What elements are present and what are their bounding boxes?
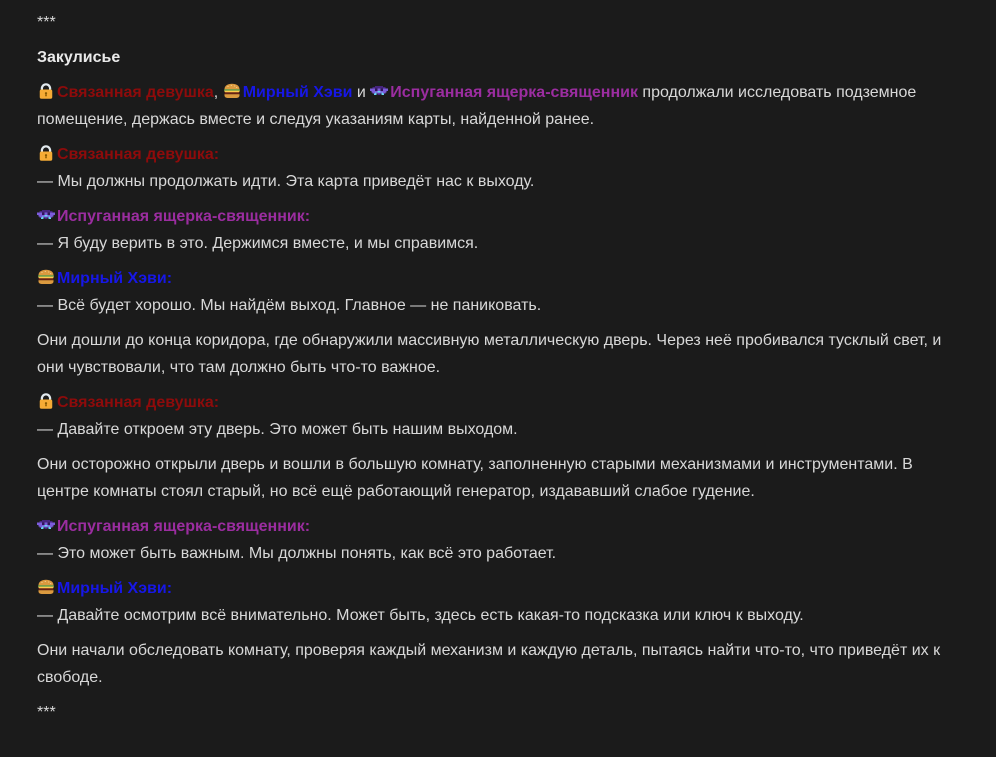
speech-block: [37, 265, 958, 319]
intro-text: и: [352, 84, 371, 101]
speech-block: [37, 575, 958, 629]
dialogue-line: — Давайте осмотрим всё внимательно. Может быть, здесь есть какая-то подсказка или ключ к выходу.: [37, 607, 804, 624]
character-name-heavy: Мирный Хэви: [242, 84, 353, 101]
speaker-name: Связанная девушка:: [57, 394, 220, 411]
intro-text: продолжали исследовать подземное помещение, держась вместе и следуя указаниям карты, найденной ранее.: [37, 84, 917, 128]
narration-paragraph: Они осторожно открыли дверь и вошли в большую комнату, заполненную старыми механизмами и инструментами. В центре комнаты стоял старый, но всё ещё работающий генератор, издававший слабое гудение.: [37, 456, 913, 500]
narration-paragraph: Они дошли до конца коридора, где обнаружили массивную металлическую дверь. Через неё пробивался тусклый свет, и они чувствовали, что там должно быть что-то важное.: [37, 332, 942, 376]
speaker-name: Испуганная ящерка-священник:: [57, 208, 311, 225]
alien-icon: [37, 516, 55, 534]
character-name-girl: Связанная девушка: [57, 84, 214, 101]
lock-icon: [37, 144, 55, 162]
burger-icon: [37, 578, 55, 596]
burger-icon: [223, 82, 241, 100]
speaker-name: Мирный Хэви:: [57, 270, 173, 287]
speaker-name: Связанная девушка:: [57, 146, 220, 163]
alien-icon: [370, 82, 388, 100]
character-name-lizard: Испуганная ящерка-священник: [390, 84, 638, 101]
lock-icon: [37, 392, 55, 410]
speech-block: [37, 389, 958, 443]
dialogue-line: — Давайте откроем эту дверь. Это может быть нашим выходом.: [37, 421, 518, 438]
burger-icon: [37, 268, 55, 286]
separator-bottom: ***: [37, 704, 56, 721]
intro-text: ,: [213, 84, 223, 101]
speech-block: [37, 513, 958, 567]
dialogue-line: — Я буду верить в это. Держимся вместе, и мы справимся.: [37, 235, 479, 252]
speaker-name: Испуганная ящерка-священник:: [57, 518, 311, 535]
dialogue-line: — Это может быть важным. Мы должны понять, как всё это работает.: [37, 545, 557, 562]
speaker-name: Мирный Хэви:: [57, 580, 173, 597]
dialogue-line: — Всё будет хорошо. Мы найдём выход. Главное — не паниковать.: [37, 297, 542, 314]
dialogue-line: — Мы должны продолжать идти. Эта карта приведёт нас к выходу.: [37, 173, 535, 190]
lock-icon: [37, 82, 55, 100]
alien-icon: [37, 206, 55, 224]
scene-heading: Закулисье: [37, 49, 121, 66]
narration-paragraph: Они начали обследовать комнату, проверяя каждый механизм и каждую деталь, пытаясь найти что-то, что приведёт их к свободе.: [37, 642, 941, 686]
speech-block: [37, 141, 958, 195]
intro-paragraph: [37, 79, 958, 133]
separator-top: ***: [37, 14, 56, 31]
speech-block: [37, 203, 958, 257]
